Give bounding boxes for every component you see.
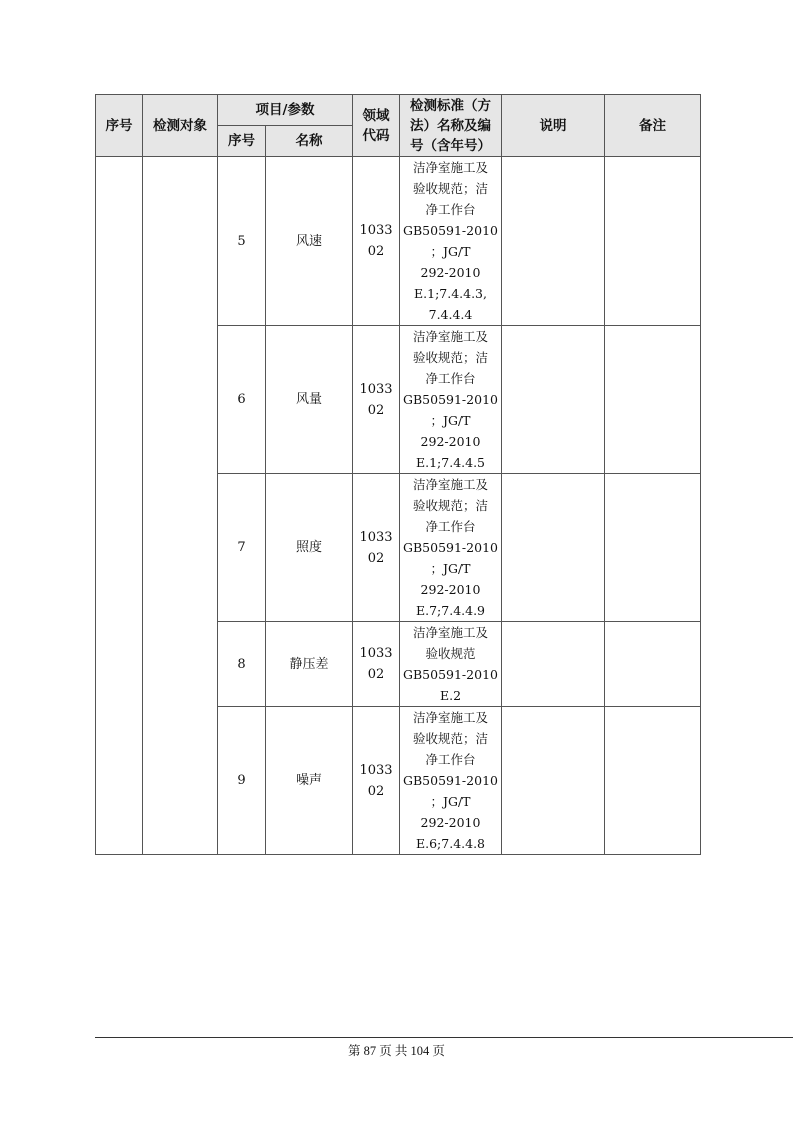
cell-item-seq: 6 — [218, 326, 266, 474]
header-standard-line: 检测标准（方 — [410, 97, 491, 114]
standard-line: 洁净室施工及 — [412, 710, 488, 725]
cell-standard — [400, 157, 502, 326]
standard-line: 验收规范 — [425, 646, 476, 661]
header-object: 检测对象 — [143, 95, 218, 157]
code-line: 02 — [367, 667, 385, 682]
code-line: 02 — [367, 244, 385, 259]
standard-line: 净工作台 — [425, 752, 476, 767]
cell-domain-code — [353, 474, 400, 622]
code-line: 1033 — [359, 381, 393, 397]
code-line: 1033 — [359, 223, 393, 238]
header-standard-line: 号（含年号） — [410, 137, 491, 154]
header-seq: 序号 — [96, 95, 143, 157]
standard-line: 洁净室施工及 — [412, 329, 488, 344]
header-item-seq: 序号 — [218, 126, 266, 157]
standard-line: 292-2010 — [420, 582, 481, 597]
standard-line: GB50591-2010 — [403, 540, 498, 555]
cell-note — [605, 157, 701, 326]
standard-line: E.6;7.4.4.8 — [416, 836, 485, 851]
standard-line: 洁净室施工及 — [412, 625, 488, 640]
header-domain-code-line: 代码 — [362, 127, 390, 144]
standard-line: ；JG/T — [430, 561, 471, 576]
standard-line: 净工作台 — [425, 371, 476, 386]
cell-note — [605, 622, 701, 707]
standard-line: 验收规范；洁 — [412, 731, 488, 746]
cell-remark — [502, 157, 605, 326]
standard-line: GB50591-2010 — [403, 667, 498, 682]
cell-item-seq: 5 — [218, 157, 266, 326]
standard-line: E.7;7.4.4.9 — [416, 603, 485, 618]
standard-line: GB50591-2010 — [403, 773, 498, 788]
cell-item-seq: 8 — [218, 622, 266, 707]
standard-line: 292-2010 — [420, 434, 481, 449]
standard-line: 验收规范；洁 — [412, 350, 488, 365]
inspection-table — [95, 94, 701, 855]
code-line: 02 — [367, 402, 385, 418]
standard-line: GB50591-2010 — [403, 392, 498, 407]
cell-domain-code — [353, 622, 400, 707]
cell-item-name: 风量 — [266, 326, 353, 474]
table-row — [96, 157, 701, 326]
code-line: 1033 — [359, 529, 393, 545]
cell-object-empty — [143, 157, 218, 855]
header-note: 备注 — [605, 95, 701, 157]
standard-line: 7.4.4.4 — [428, 307, 473, 322]
standard-line: 验收规范；洁 — [412, 181, 488, 196]
code-line: 1033 — [359, 762, 393, 778]
cell-item-name: 静压差 — [266, 622, 353, 707]
cell-item-name: 噪声 — [266, 707, 353, 855]
header-standard — [400, 95, 502, 157]
footer-divider — [95, 1037, 793, 1038]
header-domain-code-line: 领域 — [362, 107, 390, 124]
cell-note — [605, 707, 701, 855]
cell-item-name: 照度 — [266, 474, 353, 622]
standard-line: 净工作台 — [425, 202, 476, 217]
cell-remark — [502, 326, 605, 474]
code-line: 02 — [367, 550, 385, 566]
cell-standard — [400, 474, 502, 622]
cell-item-name: 风速 — [266, 157, 353, 326]
cell-remark — [502, 707, 605, 855]
header-domain-code — [353, 95, 400, 157]
cell-remark — [502, 474, 605, 622]
standard-line: GB50591-2010 — [403, 223, 498, 238]
cell-note — [605, 474, 701, 622]
cell-seq-empty — [96, 157, 143, 855]
cell-item-seq: 7 — [218, 474, 266, 622]
standard-line: 验收规范；洁 — [412, 498, 488, 513]
cell-remark — [502, 622, 605, 707]
standard-line: 292-2010 — [420, 265, 481, 280]
header-remark: 说明 — [502, 95, 605, 157]
standard-line: 净工作台 — [425, 519, 476, 534]
header-item-name: 名称 — [266, 126, 353, 157]
cell-standard — [400, 707, 502, 855]
standard-line: E.1;7.4.4.3, — [414, 286, 487, 301]
cell-domain-code — [353, 157, 400, 326]
cell-item-seq: 9 — [218, 707, 266, 855]
standard-line: 洁净室施工及 — [412, 160, 488, 175]
cell-standard — [400, 622, 502, 707]
standard-line: E.2 — [439, 688, 462, 703]
page-number: 第 87 页 共 104 页 — [348, 1044, 445, 1058]
cell-standard — [400, 326, 502, 474]
standard-line: ；JG/T — [430, 413, 471, 428]
standard-line: ；JG/T — [430, 794, 471, 809]
standard-line: 292-2010 — [420, 815, 481, 830]
cell-domain-code — [353, 707, 400, 855]
cell-note — [605, 326, 701, 474]
code-line: 1033 — [359, 646, 393, 661]
standard-line: ；JG/T — [430, 244, 471, 259]
code-line: 02 — [367, 783, 385, 799]
standard-line: E.1;7.4.4.5 — [416, 455, 485, 470]
cell-domain-code — [353, 326, 400, 474]
header-standard-line: 法）名称及编 — [410, 117, 491, 134]
standard-line: 洁净室施工及 — [412, 477, 488, 492]
header-item-group: 项目/参数 — [218, 95, 353, 126]
